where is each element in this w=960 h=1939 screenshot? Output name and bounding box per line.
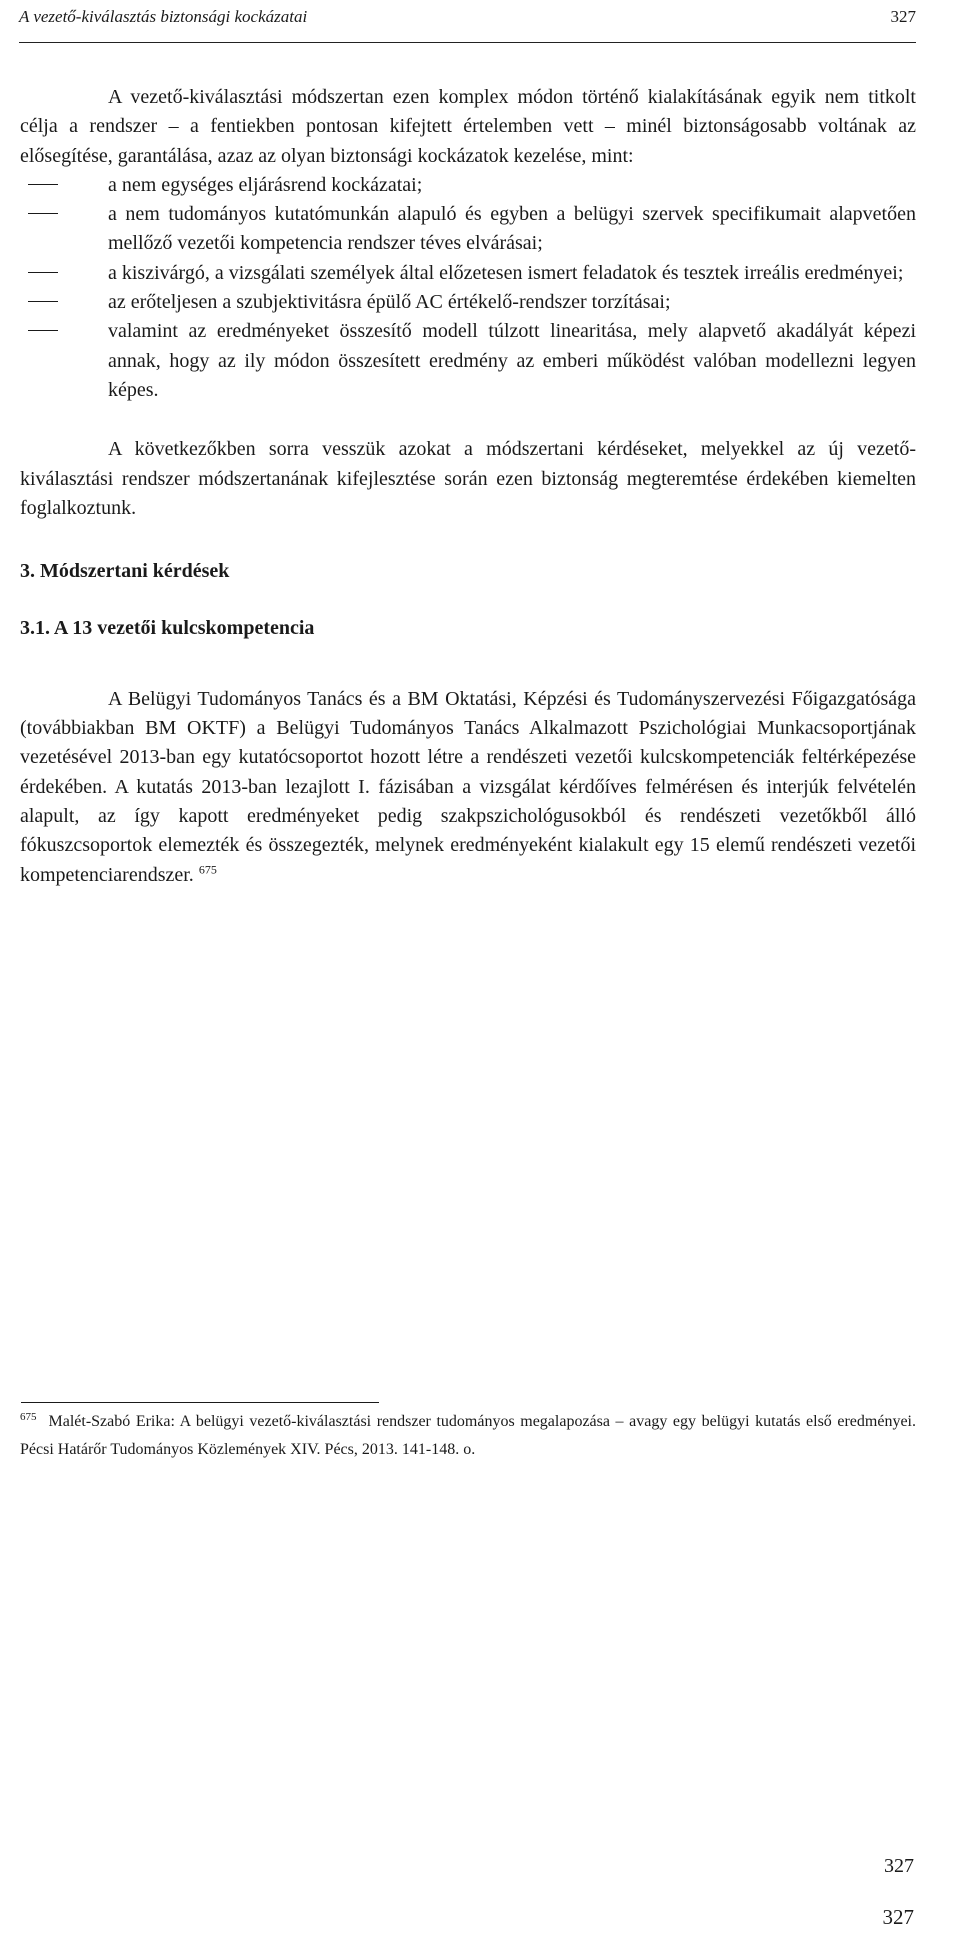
footnote-text: Malét-Szabó Erika: A belügyi vezető-kiválasztási rendszer tudományos megalapozása – avagy egy belügyi kutatás első eredményei. Pécsi Határőr Tudományos Közlemények XIV. Pécs, 2013. 141-148. o. xyxy=(20,1413,916,1458)
subsection-heading: 3.1. A 13 vezetői kulcskompetencia xyxy=(20,617,315,640)
list-item: a nem tudományos kutatómunkán alapuló és egyben a belügyi szervek specifikumait alapvetően mellőző vezetői kompetencia rendszer téves elvárásai; xyxy=(20,200,916,259)
footnote-number: 675 xyxy=(20,1410,37,1423)
page-number: 327 xyxy=(884,1855,914,1877)
competency-paragraph: A Belügyi Tudományos Tanács és a BM Oktatási, Képzési és Tudományszervezési Főigazgatósága (továbbiakban BM OKTF) a Belügyi Tudományos Tanács Alkalmazott Pszichológiai Munkacsoportjának vezetésével 2013-ban egy kutatócsoportot hozott létre a rendészeti vezetői kulcskompetenciák feltérképezése érdekében. A kutatás 2013-ban lezajlott I. fázisában a vizsgálat kérdőíves felmérésen és interjúk felvételén alapult, az így kapott eredményeket pedig szakpszichológusokból és rendészeti vezetőkből álló fókuszcsoportok elemezték és összegezték, melynek eredményeként kialakult egy 15 elemű rendészeti vezetői kompetenciarendszer. $^{675}$ xyxy=(20,687,916,886)
dash-bullet-icon xyxy=(28,301,58,302)
dash-bullet-icon xyxy=(28,330,58,331)
header-page-number: 327 xyxy=(890,7,916,26)
running-title: A vezető-kiválasztás biztonsági kockázatai xyxy=(19,7,308,26)
dash-bullet-icon xyxy=(28,184,58,185)
dash-bullet-icon xyxy=(28,272,58,273)
methodology-paragraph: A következőkben sorra vesszük azokat a módszertani kérdéseket, melyekkel az új vezető-kiválasztási rendszer módszertanának kifejlesztése során ezen biztonság megteremtése érdekében kiemelten foglalkoztunk. xyxy=(20,438,916,519)
list-item: az erőteljesen a szubjektivitásra épülő AC értékelő-rendszer torzításai; xyxy=(20,288,916,317)
footnote xyxy=(20,1408,916,1464)
section-heading: 3. Módszertani kérdések xyxy=(20,560,230,583)
intro-paragraph: A vezető-kiválasztási módszertan ezen komplex módon történő kialakításának egyik nem titkolt célja a rendszer – a fentiekben pontosan kifejtett értelemben vett – minél biztonságosabb voltának az elősegítése, garantálása, azaz az olyan biztonsági kockázatok kezelése, mint: xyxy=(20,86,916,167)
footnote-divider xyxy=(21,1402,379,1403)
list-item: a kiszivárgó, a vizsgálati személyek által előzetesen ismert feladatok és tesztek irreális eredményei; xyxy=(20,259,916,288)
footnote-reference[interactable]: 675 xyxy=(198,861,217,876)
list-item: a nem egységes eljárásrend kockázatai; xyxy=(20,171,916,200)
running-header xyxy=(19,0,916,43)
main-text xyxy=(20,83,916,890)
footer-page-number: 327 xyxy=(882,1905,914,1929)
risk-list xyxy=(20,171,916,405)
dash-bullet-icon xyxy=(28,213,58,214)
list-item: valamint az eredményeket összesítő modell túlzott linearitása, mely alapvető akadályát képezi annak, hogy az ily módon összesített eredmény az emberi működést valóban modellezni legyen képes. xyxy=(20,317,916,405)
